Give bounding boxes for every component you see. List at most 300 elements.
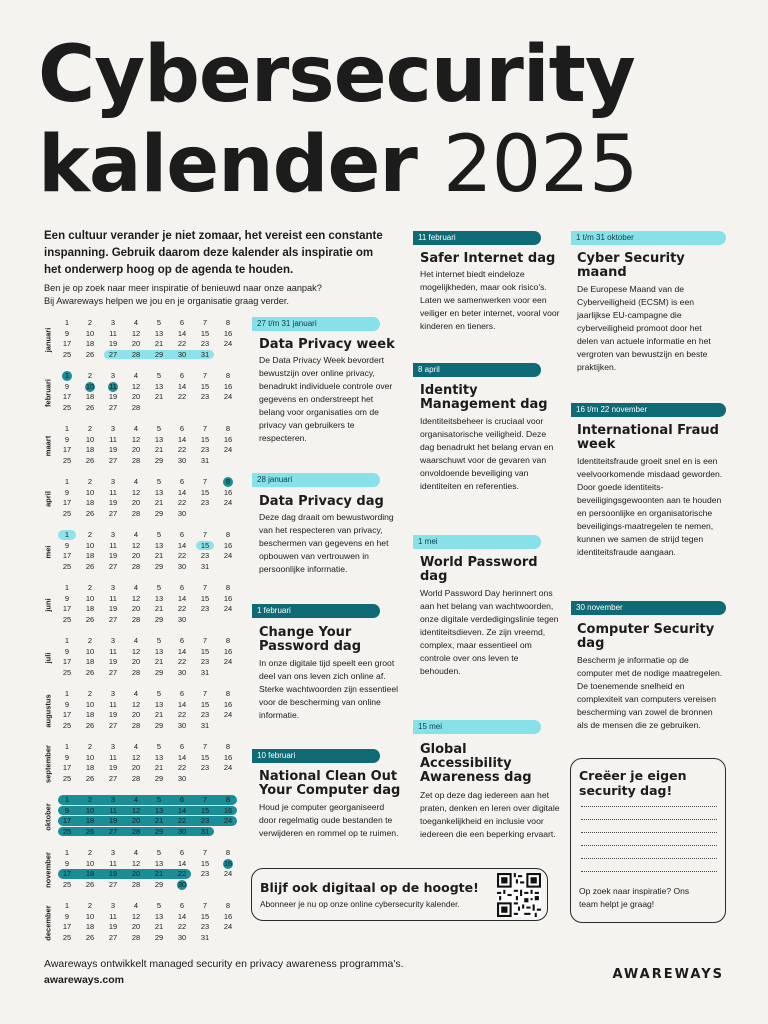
calendar-day[interactable]: 8 (225, 424, 231, 433)
calendar-day[interactable]: 25 (62, 879, 72, 889)
calendar-day[interactable]: 21 (154, 710, 164, 719)
calendar-day[interactable]: 21 (154, 604, 164, 613)
calendar-day[interactable]: 9 (64, 752, 70, 762)
calendar-day[interactable]: 4 (133, 371, 139, 380)
calendar-day[interactable]: 16 (223, 540, 233, 550)
calendar-day[interactable]: 13 (154, 593, 164, 603)
calendar-day[interactable]: 17 (62, 445, 72, 454)
calendar-day[interactable]: 24 (223, 551, 233, 560)
calendar-day[interactable]: 30 (177, 773, 187, 783)
calendar-day[interactable]: 25 (62, 667, 72, 677)
calendar-day[interactable]: 13 (154, 540, 164, 550)
calendar-day[interactable]: 24 (223, 339, 233, 348)
calendar-day[interactable]: 23 (200, 710, 210, 719)
write-line[interactable] (581, 819, 717, 820)
calendar-day[interactable]: 26 (85, 402, 95, 412)
calendar-day[interactable]: 13 (154, 805, 164, 815)
calendar-day[interactable]: 27 (108, 455, 118, 465)
calendar-day[interactable]: 27 (108, 508, 118, 518)
calendar-day[interactable]: 18 (85, 498, 95, 507)
calendar-day[interactable]: 23 (200, 816, 210, 825)
calendar-day[interactable]: 3 (110, 795, 116, 804)
calendar-day[interactable]: 4 (133, 318, 139, 327)
calendar-day[interactable]: 7 (202, 636, 208, 645)
calendar-day[interactable]: 1 (64, 742, 70, 751)
calendar-day[interactable]: 9 (64, 434, 70, 444)
calendar-day[interactable]: 2 (87, 636, 93, 645)
calendar-day[interactable]: 21 (154, 816, 164, 825)
calendar-day[interactable]: 4 (133, 583, 139, 592)
calendar-day[interactable]: 24 (223, 498, 233, 507)
calendar-day[interactable]: 18 (85, 445, 95, 454)
calendar-day[interactable]: 25 (62, 826, 72, 836)
calendar-day[interactable]: 10 (85, 699, 95, 709)
calendar-day[interactable]: 12 (131, 593, 141, 603)
calendar-day[interactable]: 3 (110, 530, 116, 539)
calendar-day[interactable]: 10 (85, 911, 95, 921)
calendar-day[interactable]: 26 (85, 826, 95, 836)
calendar-day[interactable]: 20 (131, 816, 141, 825)
calendar-day[interactable]: 1 (64, 477, 70, 486)
calendar-day[interactable]: 22 (177, 869, 187, 878)
calendar-day[interactable]: 5 (156, 901, 162, 910)
calendar-day[interactable]: 6 (179, 583, 185, 592)
calendar-day[interactable]: 29 (154, 720, 164, 730)
calendar-day[interactable]: 5 (156, 848, 162, 857)
calendar-day[interactable]: 4 (133, 424, 139, 433)
calendar-day[interactable]: 6 (179, 901, 185, 910)
calendar-day[interactable]: 28 (131, 879, 141, 889)
calendar-day[interactable]: 8 (225, 742, 231, 751)
calendar-day[interactable]: 1 (64, 848, 70, 857)
calendar-day[interactable]: 3 (110, 848, 116, 857)
calendar-day[interactable]: 6 (179, 318, 185, 327)
calendar-day[interactable]: 27 (108, 720, 118, 730)
calendar-day[interactable]: 11 (109, 858, 117, 868)
calendar-day[interactable]: 19 (108, 498, 118, 507)
qr-code-icon[interactable] (497, 873, 541, 917)
calendar-day[interactable]: 24 (223, 710, 233, 719)
calendar-day[interactable]: 11 (109, 752, 117, 762)
calendar-day[interactable]: 27 (108, 402, 118, 412)
calendar-day[interactable]: 29 (154, 879, 164, 889)
calendar-day[interactable]: 12 (131, 328, 141, 338)
calendar-day[interactable]: 28 (131, 508, 141, 518)
calendar-day[interactable]: 16 (223, 487, 233, 497)
calendar-day[interactable]: 28 (131, 932, 141, 942)
calendar-day[interactable]: 19 (108, 339, 118, 348)
calendar-day[interactable]: 7 (202, 583, 208, 592)
calendar-day[interactable]: 5 (156, 583, 162, 592)
calendar-day[interactable]: 25 (62, 561, 72, 571)
calendar-day[interactable]: 11 (109, 381, 117, 391)
calendar-day[interactable]: 17 (62, 710, 72, 719)
calendar-day[interactable]: 27 (108, 614, 118, 624)
calendar-day[interactable]: 12 (131, 699, 141, 709)
calendar-day[interactable]: 16 (223, 381, 233, 391)
calendar-day[interactable]: 3 (110, 477, 116, 486)
calendar-day[interactable]: 17 (62, 869, 72, 878)
calendar-day[interactable]: 7 (202, 371, 208, 380)
calendar-day[interactable]: 6 (179, 530, 185, 539)
calendar-day[interactable]: 23 (200, 392, 210, 401)
calendar-day[interactable]: 22 (177, 763, 187, 772)
calendar-day[interactable]: 15 (200, 540, 210, 550)
calendar-day[interactable]: 16 (223, 858, 233, 868)
write-line[interactable] (581, 845, 717, 846)
calendar-day[interactable]: 7 (202, 901, 208, 910)
calendar-day[interactable]: 21 (154, 392, 164, 401)
calendar-day[interactable]: 29 (154, 349, 164, 359)
calendar-day[interactable]: 5 (156, 424, 162, 433)
calendar-day[interactable]: 31 (200, 720, 210, 730)
calendar-day[interactable]: 3 (110, 318, 116, 327)
write-line[interactable] (581, 858, 717, 859)
calendar-day[interactable]: 24 (223, 604, 233, 613)
calendar-day[interactable]: 10 (85, 646, 95, 656)
calendar-day[interactable]: 29 (154, 614, 164, 624)
calendar-day[interactable]: 19 (108, 392, 118, 401)
calendar-day[interactable]: 4 (133, 530, 139, 539)
calendar-day[interactable]: 30 (177, 879, 187, 889)
calendar-day[interactable]: 15 (200, 858, 210, 868)
calendar-day[interactable]: 3 (110, 689, 116, 698)
calendar-day[interactable]: 12 (131, 487, 141, 497)
calendar-day[interactable]: 21 (154, 922, 164, 931)
calendar-day[interactable]: 27 (108, 773, 118, 783)
calendar-day[interactable]: 28 (131, 720, 141, 730)
calendar-day[interactable]: 2 (87, 742, 93, 751)
calendar-day[interactable]: 21 (154, 445, 164, 454)
calendar-day[interactable]: 9 (64, 540, 70, 550)
calendar-day[interactable]: 13 (154, 487, 164, 497)
calendar-day[interactable]: 26 (85, 508, 95, 518)
calendar-day[interactable]: 8 (225, 689, 231, 698)
calendar-day[interactable]: 12 (131, 858, 141, 868)
calendar-day[interactable]: 15 (200, 434, 210, 444)
calendar-day[interactable]: 21 (154, 763, 164, 772)
calendar-day[interactable]: 2 (87, 371, 93, 380)
calendar-day[interactable]: 19 (108, 710, 118, 719)
calendar-day[interactable]: 18 (85, 392, 95, 401)
calendar-day[interactable]: 11 (109, 699, 117, 709)
calendar-day[interactable]: 6 (179, 795, 185, 804)
calendar-day[interactable]: 9 (64, 328, 70, 338)
calendar-day[interactable]: 17 (62, 763, 72, 772)
calendar-day[interactable]: 7 (202, 530, 208, 539)
calendar-day[interactable]: 30 (177, 614, 187, 624)
calendar-day[interactable]: 29 (154, 932, 164, 942)
calendar-day[interactable]: 22 (177, 922, 187, 931)
calendar-day[interactable]: 15 (200, 487, 210, 497)
calendar-day[interactable]: 16 (223, 752, 233, 762)
calendar-day[interactable]: 15 (200, 699, 210, 709)
calendar-day[interactable]: 18 (85, 710, 95, 719)
calendar-day[interactable]: 12 (131, 381, 141, 391)
calendar-day[interactable]: 6 (179, 848, 185, 857)
calendar-day[interactable]: 24 (223, 392, 233, 401)
calendar-day[interactable]: 29 (154, 455, 164, 465)
calendar-day[interactable]: 5 (156, 318, 162, 327)
calendar-day[interactable]: 12 (131, 805, 141, 815)
calendar-day[interactable]: 8 (225, 530, 231, 539)
calendar-day[interactable]: 9 (64, 911, 70, 921)
calendar-day[interactable]: 3 (110, 424, 116, 433)
calendar-day[interactable]: 8 (225, 371, 231, 380)
calendar-day[interactable]: 15 (200, 911, 210, 921)
calendar-day[interactable]: 4 (133, 848, 139, 857)
calendar-day[interactable]: 7 (202, 742, 208, 751)
calendar-day[interactable]: 11 (109, 646, 117, 656)
calendar-day[interactable]: 24 (223, 816, 233, 825)
calendar-day[interactable]: 29 (154, 773, 164, 783)
calendar-day[interactable]: 19 (108, 869, 118, 878)
calendar-day[interactable]: 20 (131, 392, 141, 401)
calendar-day[interactable]: 20 (131, 710, 141, 719)
calendar-day[interactable]: 28 (131, 667, 141, 677)
calendar-day[interactable]: 14 (177, 328, 187, 338)
calendar-day[interactable]: 16 (223, 593, 233, 603)
calendar-day[interactable]: 3 (110, 901, 116, 910)
calendar-day[interactable]: 6 (179, 636, 185, 645)
calendar-day[interactable]: 18 (85, 657, 95, 666)
calendar-day[interactable]: 8 (225, 901, 231, 910)
calendar-day[interactable]: 3 (110, 636, 116, 645)
calendar-day[interactable]: 7 (202, 795, 208, 804)
calendar-day[interactable]: 4 (133, 636, 139, 645)
calendar-day[interactable]: 2 (87, 477, 93, 486)
calendar-day[interactable]: 8 (225, 636, 231, 645)
calendar-day[interactable]: 7 (202, 424, 208, 433)
calendar-day[interactable]: 14 (177, 752, 187, 762)
calendar-day[interactable]: 31 (200, 349, 210, 359)
calendar-day[interactable]: 1 (64, 371, 70, 380)
calendar-day[interactable]: 24 (223, 657, 233, 666)
calendar-day[interactable]: 2 (87, 848, 93, 857)
calendar-day[interactable]: 15 (200, 593, 210, 603)
calendar-day[interactable]: 23 (200, 604, 210, 613)
calendar-day[interactable]: 7 (202, 318, 208, 327)
calendar-day[interactable]: 10 (85, 540, 95, 550)
calendar-day[interactable]: 9 (64, 593, 70, 603)
calendar-day[interactable]: 20 (131, 339, 141, 348)
calendar-day[interactable]: 4 (133, 689, 139, 698)
calendar-day[interactable]: 1 (64, 901, 70, 910)
calendar-day[interactable]: 3 (110, 742, 116, 751)
calendar-day[interactable]: 19 (108, 922, 118, 931)
calendar-day[interactable]: 10 (85, 593, 95, 603)
calendar-day[interactable]: 7 (202, 848, 208, 857)
calendar-day[interactable]: 16 (223, 911, 233, 921)
write-line[interactable] (581, 871, 717, 872)
calendar-day[interactable]: 8 (225, 477, 231, 486)
calendar-day[interactable]: 16 (223, 699, 233, 709)
calendar-day[interactable]: 4 (133, 477, 139, 486)
calendar-day[interactable]: 11 (109, 593, 117, 603)
calendar-day[interactable]: 21 (154, 551, 164, 560)
calendar-day[interactable]: 26 (85, 879, 95, 889)
calendar-day[interactable]: 12 (131, 911, 141, 921)
calendar-day[interactable]: 31 (200, 561, 210, 571)
calendar-day[interactable]: 2 (87, 795, 93, 804)
write-line[interactable] (581, 832, 717, 833)
calendar-day[interactable]: 17 (62, 657, 72, 666)
calendar-day[interactable]: 29 (154, 826, 164, 836)
calendar-day[interactable]: 22 (177, 604, 187, 613)
calendar-day[interactable]: 10 (85, 858, 95, 868)
calendar-day[interactable]: 17 (62, 816, 72, 825)
calendar-day[interactable]: 15 (200, 752, 210, 762)
calendar-day[interactable]: 1 (64, 318, 70, 327)
write-line[interactable] (581, 806, 717, 807)
calendar-day[interactable]: 30 (177, 561, 187, 571)
calendar-day[interactable]: 9 (64, 487, 70, 497)
calendar-day[interactable]: 28 (131, 349, 141, 359)
calendar-day[interactable]: 25 (62, 932, 72, 942)
calendar-day[interactable]: 17 (62, 551, 72, 560)
calendar-day[interactable]: 13 (154, 699, 164, 709)
calendar-day[interactable]: 16 (223, 328, 233, 338)
calendar-day[interactable]: 19 (108, 816, 118, 825)
calendar-day[interactable]: 14 (177, 646, 187, 656)
calendar-day[interactable]: 30 (177, 720, 187, 730)
calendar-day[interactable]: 28 (131, 455, 141, 465)
calendar-day[interactable]: 7 (202, 689, 208, 698)
calendar-day[interactable]: 24 (223, 445, 233, 454)
calendar-day[interactable]: 9 (64, 858, 70, 868)
calendar-day[interactable]: 26 (85, 720, 95, 730)
calendar-day[interactable]: 6 (179, 477, 185, 486)
calendar-day[interactable]: 11 (109, 911, 117, 921)
calendar-day[interactable]: 18 (85, 339, 95, 348)
calendar-day[interactable]: 1 (64, 795, 70, 804)
calendar-day[interactable]: 26 (85, 932, 95, 942)
calendar-day[interactable]: 2 (87, 424, 93, 433)
calendar-day[interactable]: 27 (108, 826, 118, 836)
calendar-day[interactable]: 18 (85, 604, 95, 613)
calendar-day[interactable]: 25 (62, 614, 72, 624)
calendar-day[interactable]: 14 (177, 381, 187, 391)
calendar-day[interactable]: 22 (177, 551, 187, 560)
calendar-day[interactable]: 1 (64, 689, 70, 698)
calendar-day[interactable]: 1 (64, 583, 70, 592)
calendar-day[interactable]: 26 (85, 561, 95, 571)
calendar-day[interactable]: 23 (200, 551, 210, 560)
calendar-day[interactable]: 22 (177, 392, 187, 401)
calendar-day[interactable]: 18 (85, 922, 95, 931)
calendar-day[interactable]: 23 (200, 869, 210, 878)
calendar-day[interactable]: 10 (85, 328, 95, 338)
calendar-day[interactable]: 31 (200, 455, 210, 465)
calendar-day[interactable]: 14 (177, 858, 187, 868)
calendar-day[interactable]: 28 (131, 773, 141, 783)
calendar-day[interactable]: 11 (109, 540, 117, 550)
calendar-day[interactable]: 21 (154, 498, 164, 507)
calendar-day[interactable]: 23 (200, 498, 210, 507)
calendar-day[interactable]: 19 (108, 445, 118, 454)
calendar-day[interactable]: 29 (154, 667, 164, 677)
calendar-day[interactable]: 26 (85, 614, 95, 624)
calendar-day[interactable]: 3 (110, 583, 116, 592)
calendar-day[interactable]: 15 (200, 805, 210, 815)
calendar-day[interactable]: 6 (179, 742, 185, 751)
calendar-day[interactable]: 22 (177, 339, 187, 348)
calendar-day[interactable]: 2 (87, 689, 93, 698)
calendar-day[interactable]: 5 (156, 795, 162, 804)
calendar-day[interactable]: 15 (200, 328, 210, 338)
calendar-day[interactable]: 20 (131, 604, 141, 613)
calendar-day[interactable]: 13 (154, 328, 164, 338)
calendar-day[interactable]: 5 (156, 530, 162, 539)
calendar-day[interactable]: 18 (85, 551, 95, 560)
calendar-day[interactable]: 28 (131, 826, 141, 836)
calendar-day[interactable]: 8 (225, 318, 231, 327)
calendar-day[interactable]: 5 (156, 477, 162, 486)
calendar-day[interactable]: 13 (154, 381, 164, 391)
calendar-day[interactable]: 27 (108, 667, 118, 677)
calendar-day[interactable]: 25 (62, 349, 72, 359)
calendar-day[interactable]: 7 (202, 477, 208, 486)
calendar-day[interactable]: 11 (109, 805, 117, 815)
calendar-day[interactable]: 10 (85, 381, 95, 391)
calendar-day[interactable]: 19 (108, 551, 118, 560)
calendar-day[interactable]: 13 (154, 646, 164, 656)
calendar-day[interactable]: 25 (62, 773, 72, 783)
calendar-day[interactable]: 18 (85, 816, 95, 825)
footer-url[interactable]: awareways.com (44, 974, 124, 986)
calendar-day[interactable]: 23 (200, 763, 210, 772)
calendar-day[interactable]: 17 (62, 392, 72, 401)
calendar-day[interactable]: 8 (225, 848, 231, 857)
calendar-day[interactable]: 2 (87, 583, 93, 592)
calendar-day[interactable]: 22 (177, 657, 187, 666)
calendar-day[interactable]: 13 (154, 911, 164, 921)
calendar-day[interactable]: 31 (200, 932, 210, 942)
calendar-day[interactable]: 10 (85, 752, 95, 762)
calendar-day[interactable]: 20 (131, 445, 141, 454)
calendar-day[interactable]: 17 (62, 604, 72, 613)
calendar-day[interactable]: 19 (108, 763, 118, 772)
calendar-day[interactable]: 14 (177, 487, 187, 497)
calendar-day[interactable]: 22 (177, 816, 187, 825)
calendar-day[interactable]: 17 (62, 498, 72, 507)
calendar-day[interactable]: 16 (223, 805, 233, 815)
calendar-day[interactable]: 2 (87, 318, 93, 327)
calendar-day[interactable]: 27 (108, 561, 118, 571)
calendar-day[interactable]: 25 (62, 455, 72, 465)
calendar-day[interactable]: 26 (85, 455, 95, 465)
calendar-day[interactable]: 21 (154, 657, 164, 666)
calendar-day[interactable]: 18 (85, 869, 95, 878)
calendar-day[interactable]: 14 (177, 805, 187, 815)
calendar-day[interactable]: 5 (156, 742, 162, 751)
calendar-day[interactable]: 3 (110, 371, 116, 380)
calendar-day[interactable]: 28 (131, 614, 141, 624)
calendar-day[interactable]: 14 (177, 699, 187, 709)
calendar-day[interactable]: 2 (87, 901, 93, 910)
calendar-day[interactable]: 31 (200, 826, 210, 836)
calendar-day[interactable]: 20 (131, 763, 141, 772)
calendar-day[interactable]: 12 (131, 752, 141, 762)
calendar-day[interactable]: 5 (156, 636, 162, 645)
calendar-day[interactable]: 29 (154, 561, 164, 571)
calendar-day[interactable]: 30 (177, 455, 187, 465)
calendar-day[interactable]: 13 (154, 434, 164, 444)
calendar-day[interactable]: 21 (154, 869, 164, 878)
calendar-day[interactable]: 4 (133, 742, 139, 751)
calendar-day[interactable]: 11 (109, 328, 117, 338)
calendar-day[interactable]: 30 (177, 932, 187, 942)
